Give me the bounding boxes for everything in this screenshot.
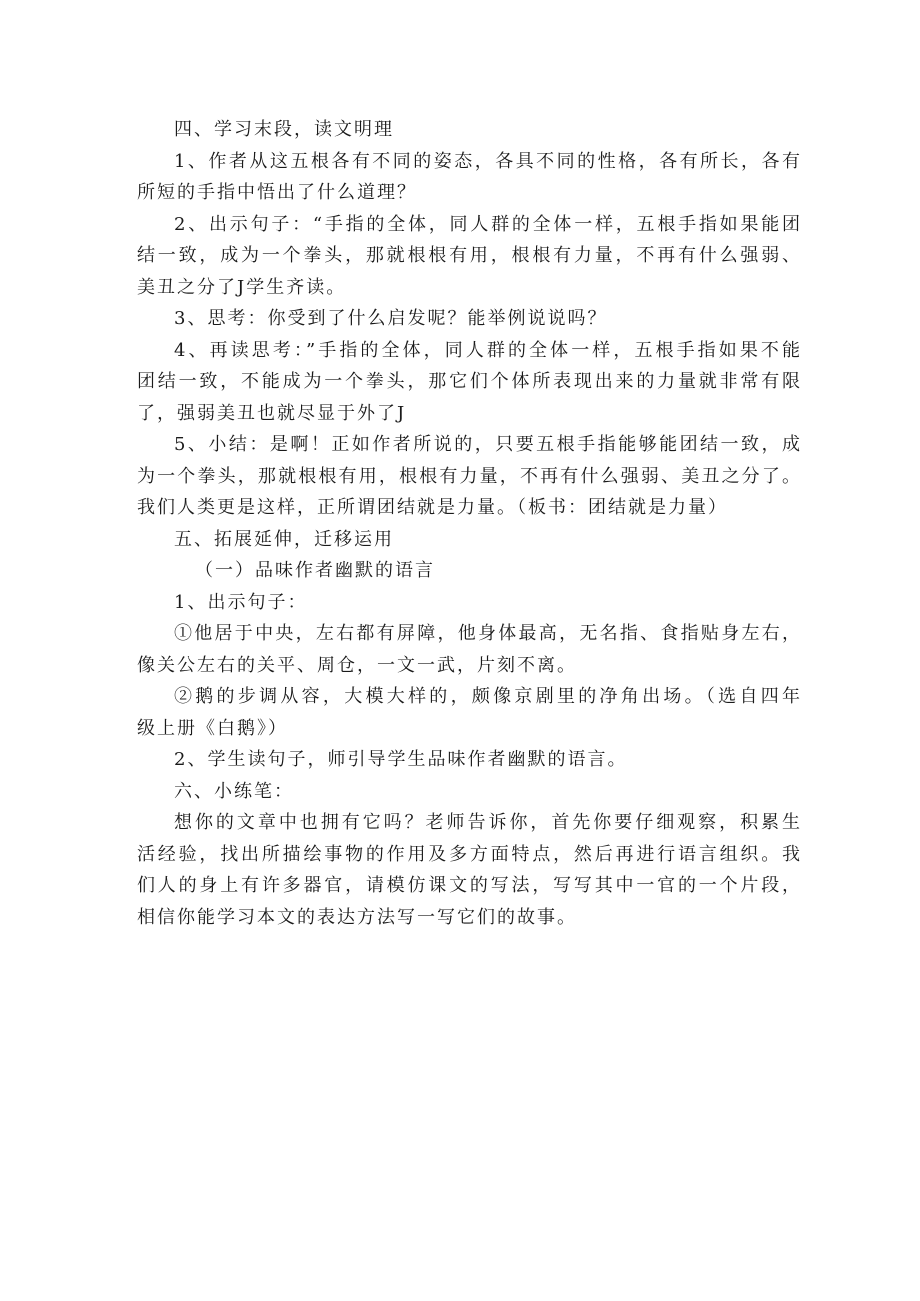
paragraph-line: 想你的文章中也拥有它吗？老师告诉你，首先你要仔细观察，积累生: [174, 812, 802, 833]
paragraph-line: 级上册《白鹅》）: [137, 717, 288, 739]
paragraph-line: 5、小结：是啊！正如作者所说的，只要五根手指能够能团结一致，成: [174, 434, 802, 455]
paragraph-line: 结一致，成为一个拳头，那就根根有用，根根有力量，不再有什么强弱、: [137, 245, 802, 266]
paragraph-line: ②鹅的步调从容，大模大样的，颇像京剧里的净角出场。（选自四年: [174, 686, 802, 707]
paragraph-line: 2、出示句子：“手指的全体，同人群的全体一样，五根手指如果能团: [174, 213, 802, 235]
paragraph-line: ①他居于中央，左右都有屏障，他身体最高，无名指、食指贴身左右，: [174, 623, 802, 644]
paragraph-line: 1、出示句子：: [174, 591, 308, 613]
paragraph-line: 2、学生读句子，师引导学生品味作者幽默的语言。: [174, 749, 628, 770]
paragraph-line: 了，强弱美丑也就尽显于外了J: [137, 402, 407, 424]
paragraph-line: 为一个拳头，那就根根有用，根根有力量，不再有什么强弱、美丑之分了。: [137, 465, 802, 487]
paragraph-line: 们人的身上有许多器官，请模仿课文的写法，写写其中一官的一个片段，: [137, 875, 802, 896]
document-body: [137, 114, 802, 933]
paragraph-line: 3、思考：你受到了什么启发呢？能举例说说吗？: [174, 308, 608, 329]
paragraph-line: 我们人类更是这样，正所谓团结就是力量。（板书：团结就是力量）: [137, 497, 728, 518]
section-heading: 五、拓展延伸，迁移运用: [174, 528, 394, 550]
paragraph-line: 所短的手指中悟出了什么道理？: [137, 182, 417, 203]
paragraph-line: 团结一致，不能成为一个拳头，那它们个体所表现出来的力量就非常有限: [137, 371, 802, 392]
paragraph-line: 美丑之分了J学生齐读。: [137, 276, 347, 298]
paragraph-line: 像关公左右的关平、周仓，一文一武，片刻不离。: [137, 654, 577, 676]
section-heading: 六、小练笔：: [174, 780, 294, 802]
paragraph-line: 4、再读思考：”手指的全体，同人群的全体一样，五根手指如果不能: [174, 339, 802, 361]
paragraph-line: 活经验，找出所描绘事物的作用及多方面特点，然后再进行语言组织。我: [137, 843, 802, 865]
subsection-heading: （一）品味作者幽默的语言: [195, 560, 435, 581]
paragraph-line: 1、作者从这五根各有不同的姿态，各具不同的性格，各有所长，各有: [174, 150, 802, 172]
paragraph-line: 相信你能学习本文的表达方法写一写它们的故事。: [137, 906, 577, 928]
section-heading: 四、学习末段，读文明理: [174, 119, 394, 140]
